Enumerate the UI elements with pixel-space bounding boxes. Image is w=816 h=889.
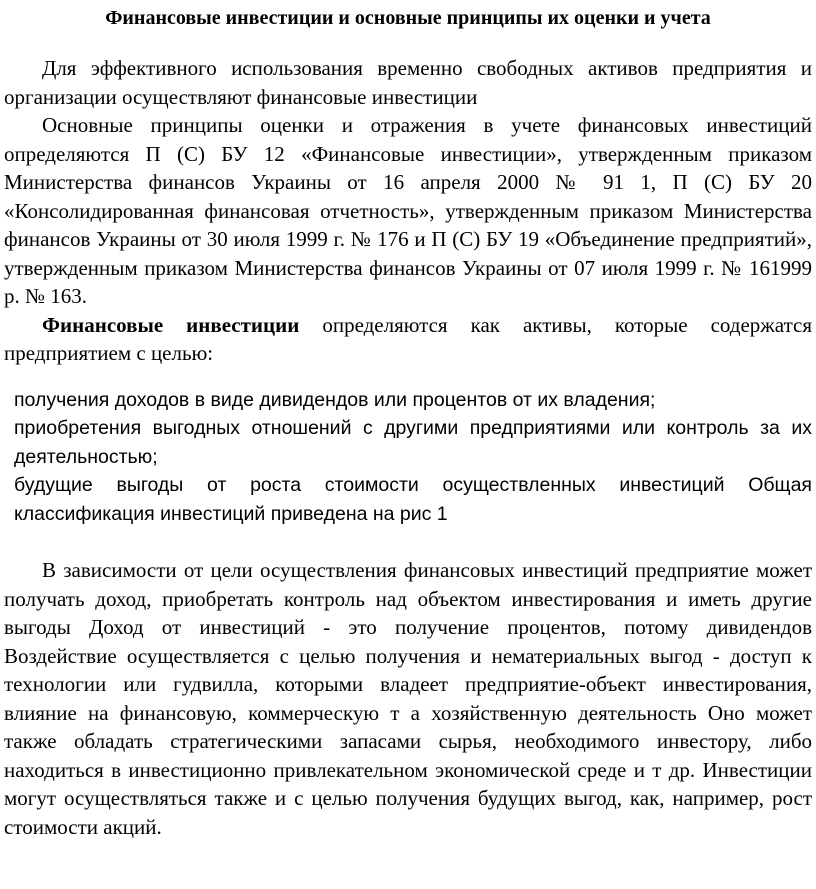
list-item: получения доходов в виде дивидендов или процентов от их владения; [14, 388, 656, 411]
list-item: будущие выгоды от роста стоимости осуществленных инвестиций Общая классификация инвестиций приведена на рис 1 [14, 474, 812, 525]
document-title: Финансовые инвестиции и основные принципы их оценки и учета [105, 7, 711, 29]
paragraph-principles: Основные принципы оценки и отражения в учете финансовых инвестиций определяются П (С) БУ 12 «Финансовые инвестиции», утвержденным приказом Министерства финансов Украины от 16 апреля 2000 № 91 1, П (С) БУ 20 «Консолидированная финансовая отчетность», утвержденным приказом Министерства финансов Украины от 30 июля 1999 г. № 176 и П (С) БУ 19 «Объединение предприятий», утвержденным приказом Министерства финансов Украины от 07 июля 1999 г. № 161999 р. № 163. [4, 113, 812, 308]
paragraph-intro: Для эффективного использования временно свободных активов предприятия и организации осуществляют финансовые инвестиции [4, 56, 812, 109]
definition-text: определяются как активы, которые содержатся предприятием с целью: [4, 312, 812, 365]
paragraph-purposes: В зависимости от цели осуществления финансовых инвестиций предприятие может получать доход, приобретать контроль над объектом инвестирования и иметь другие выгоды Доход от инвестиций - это получение процентов, потому дивидендов Воздействие осуществляется с целью получения и нематериальных выгод - доступ к технологии или гудвилла, которыми владеет предприятие-объект инвестирования, влияние на финансовую, коммерческую т а хозяйственную деятельность Оно может также обладать стратегическими запасами сырья, необходимого инвестору, либо находиться в инвестиционно привлекательном экономической среде и т др. Инвестиции могут осуществляться также и с целью получения будущих выгод, как, например, рост стоимости акций. [4, 558, 812, 839]
paragraph-definition [4, 311, 812, 368]
definition-term: Финансовые инвестиции [42, 312, 300, 337]
list-item: приобретения выгодных отношений с другими предприятиями или контроль за их деятельностью; [14, 417, 812, 468]
purpose-list [14, 386, 812, 529]
